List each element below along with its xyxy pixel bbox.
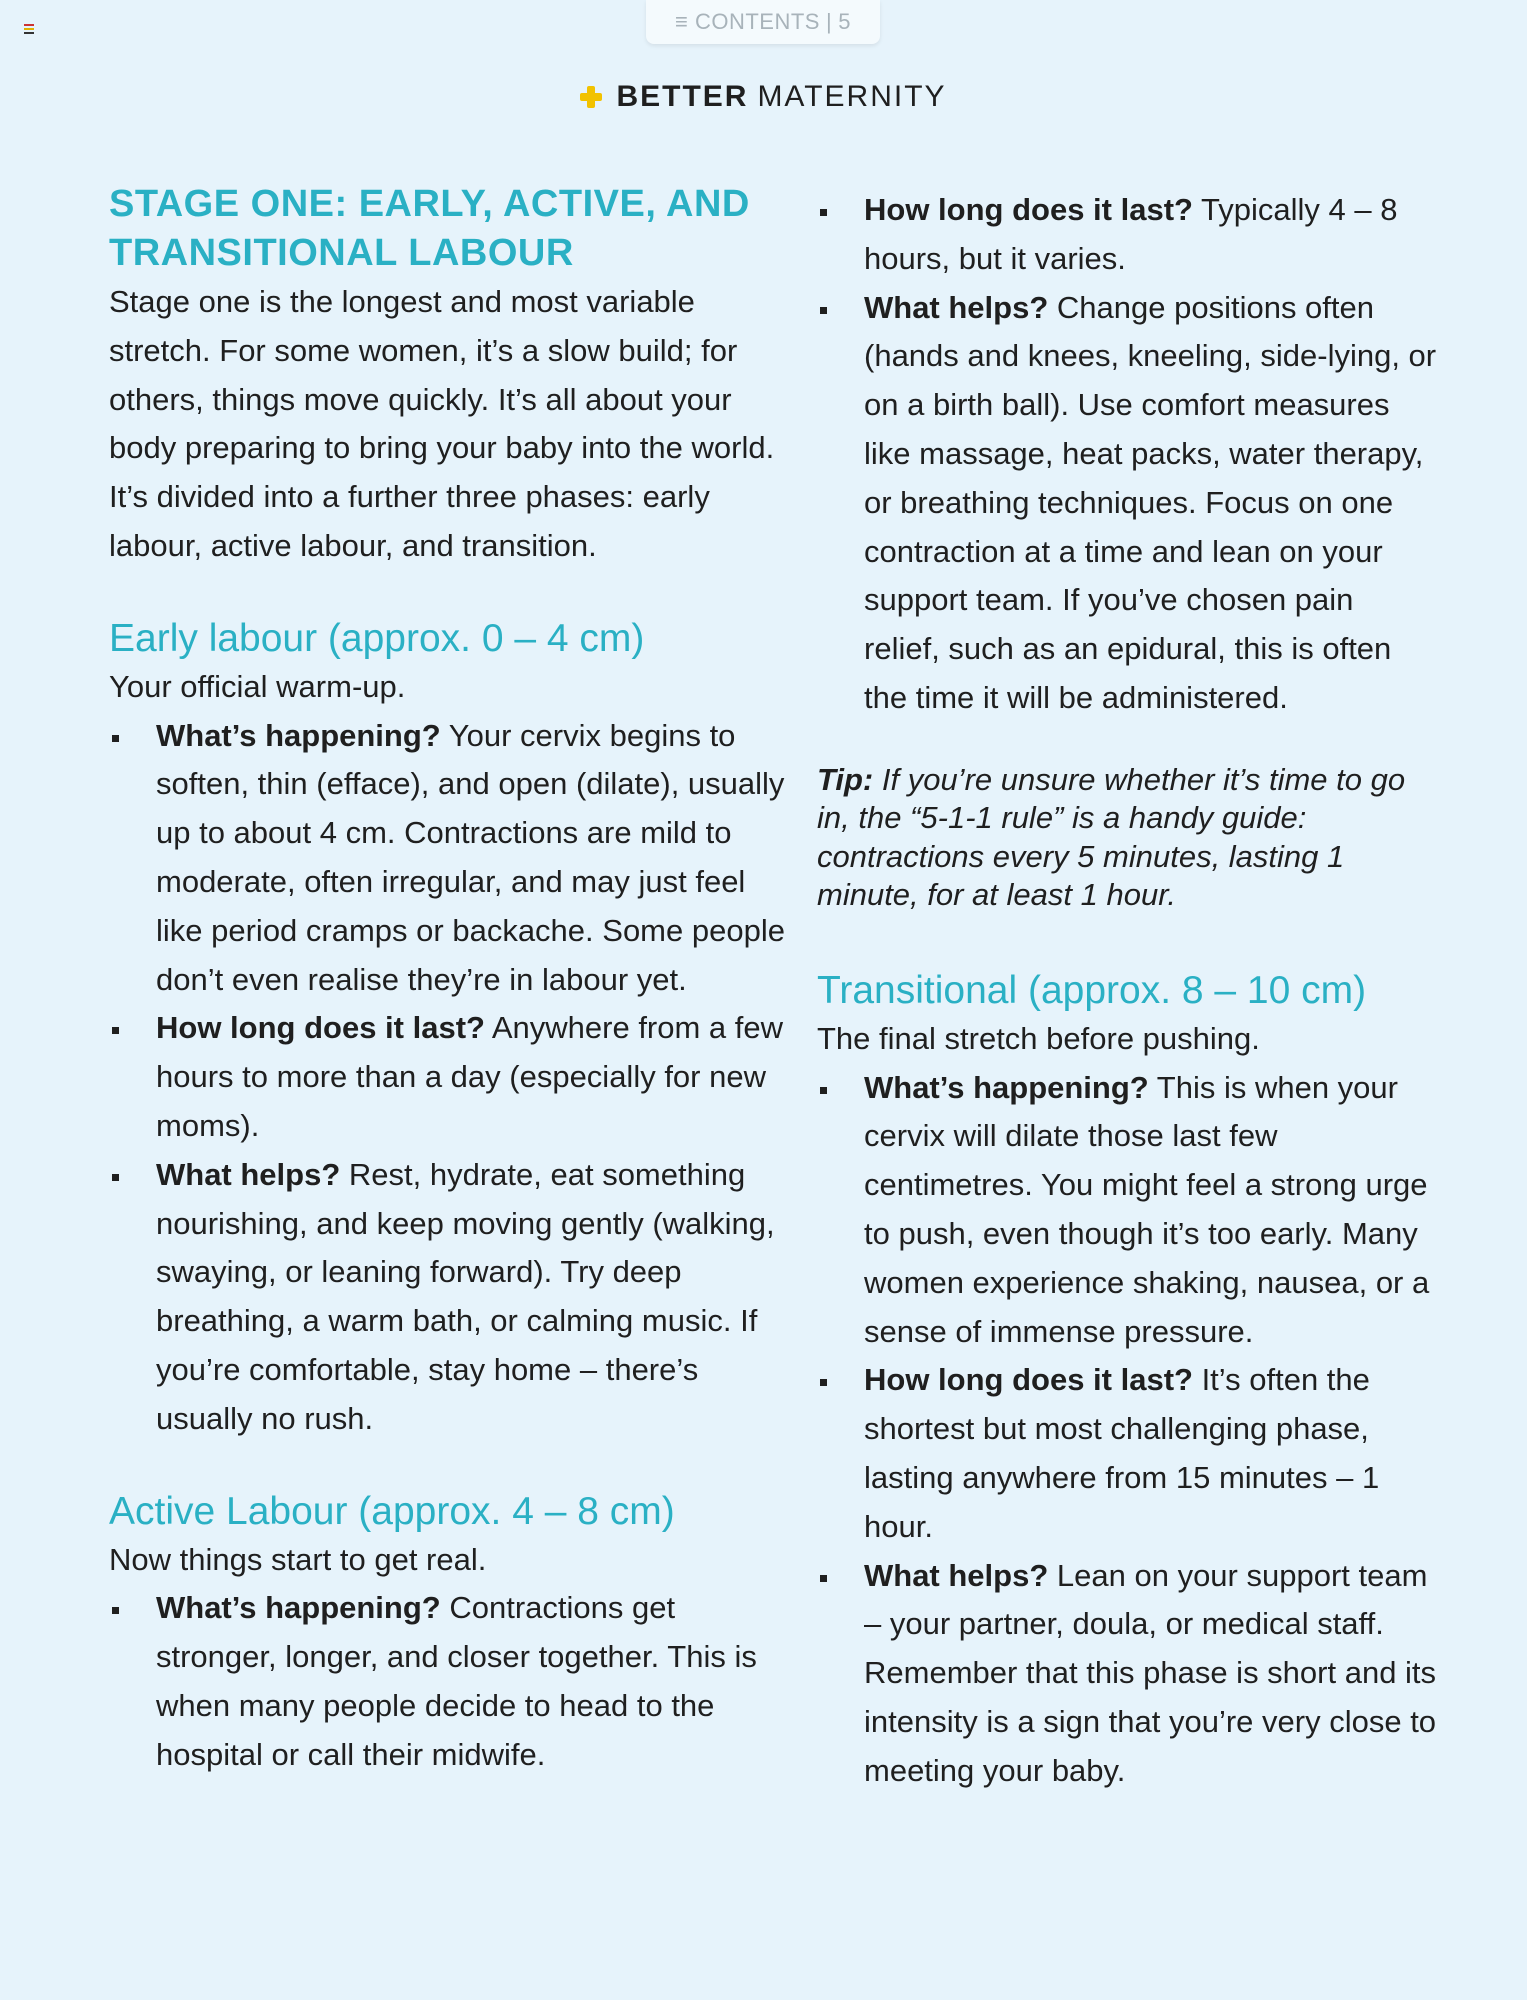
- stage-title-line1: STAGE ONE: EARLY, ACTIVE, AND: [109, 183, 750, 225]
- early-labour-heading: Early labour (approx. 0 – 4 cm): [109, 616, 645, 660]
- hamburger-icon: ≡: [675, 9, 695, 34]
- bullet-label: What’s happening?: [864, 1069, 1149, 1105]
- brand-regular: MATERNITY: [757, 80, 947, 113]
- active-labour-list-cont: [817, 186, 1437, 723]
- list-item: [109, 1004, 789, 1150]
- brand-bold: BETTER: [616, 80, 749, 113]
- early-labour-lead: Your official warm-up.: [109, 668, 406, 704]
- tip-label: Tip:: [817, 761, 874, 797]
- list-item: [817, 1356, 1437, 1551]
- list-item: [109, 712, 789, 1005]
- bullet-label: What helps?: [864, 289, 1049, 325]
- contents-tab[interactable]: [646, 0, 880, 44]
- bullet-text: It’s often the shortest but most challenging phase, lasting anywhere from 15 minutes – 1 hour.: [864, 1362, 1380, 1544]
- list-item: [109, 1584, 789, 1779]
- bullet-label: What’s happening?: [156, 1590, 441, 1626]
- contents-label: CONTENTS: [694, 9, 820, 34]
- intro-paragraph: Stage one is the longest and most variable stretch. For some women, it’s a slow build; for others, things move quickly. It’s all about your body preparing to bring your baby into the world. It’s divided into a further three phases: early labour, active labour, and transition.: [109, 284, 775, 563]
- active-labour-list: [109, 1584, 789, 1779]
- separator: |: [825, 9, 833, 34]
- bullet-label: What helps?: [864, 1557, 1049, 1593]
- brand-header: [0, 80, 1527, 114]
- early-labour-list: [109, 712, 789, 1444]
- transitional-lead: The final stretch before pushing.: [817, 1020, 1260, 1056]
- menu-icon[interactable]: [24, 24, 34, 36]
- bullet-label: What’s happening?: [156, 717, 441, 753]
- tip-callout: [817, 761, 1437, 915]
- page-number: 5: [838, 9, 851, 34]
- transitional-heading: Transitional (approx. 8 – 10 cm): [817, 968, 1367, 1012]
- bullet-text: This is when your cervix will dilate those last few centimetres. You might feel a strong urge to push, even though it’s too early. Many women experience shaking, nausea, or a sense of immense pressure.: [864, 1069, 1430, 1349]
- bullet-text: Your cervix begins to soften, thin (efface), and open (dilate), usually up to about 4 cm. Contractions are mild to moderate, often irregular, and may just feel like period cramps or backache. Some people don’t even realise they’re in labour yet.: [156, 717, 785, 997]
- list-item: [109, 1151, 789, 1444]
- list-item: [817, 284, 1437, 723]
- stage-title-line2: TRANSITIONAL LABOUR: [109, 232, 574, 274]
- bullet-label: How long does it last?: [156, 1010, 485, 1046]
- stage-title: [109, 180, 789, 278]
- bullet-text: Typically 4 – 8 hours, but it varies.: [864, 192, 1398, 276]
- list-item: [817, 1064, 1437, 1357]
- cross-logo-icon: [580, 86, 602, 108]
- bullet-text: Rest, hydrate, eat something nourishing, and keep moving gently (walking, swaying, or leaning forward). Try deep breathing, a warm bath, or calming music. If you’re comfortable, stay home – there’s usually no rush.: [156, 1156, 775, 1436]
- bullet-label: What helps?: [156, 1156, 341, 1192]
- active-labour-heading: Active Labour (approx. 4 – 8 cm): [109, 1489, 675, 1533]
- active-labour-lead: Now things start to get real.: [109, 1541, 487, 1577]
- bullet-text: Contractions get stronger, longer, and closer together. This is when many people decide to head to the hospital or call their midwife.: [156, 1590, 757, 1772]
- left-column: [109, 180, 789, 1780]
- bullet-text: Change positions often (hands and knees, kneeling, side-lying, or on a birth ball). Use comfort measures like massage, heat packs, water therapy, or breathing techniques. Focus on one contraction at a time and lean on your support team. If you’ve chosen pain relief, such as an epidural, this is often the time it will be administered.: [864, 289, 1437, 715]
- transitional-list: [817, 1064, 1437, 1796]
- bullet-label: How long does it last?: [864, 1362, 1193, 1398]
- bullet-text: Lean on your support team – your partner, doula, or medical staff. Remember that this phase is short and its intensity is a sign that you’re very close to meeting your baby.: [864, 1557, 1437, 1788]
- list-item: [817, 186, 1437, 284]
- bullet-text: Anywhere from a few hours to more than a day (especially for new moms).: [156, 1010, 784, 1143]
- bullet-label: How long does it last?: [864, 192, 1193, 227]
- right-column: [817, 180, 1437, 1796]
- list-item: [817, 1552, 1437, 1796]
- tip-text: If you’re unsure whether it’s time to go in, the “5-1-1 rule” is a handy guide: contractions every 5 minutes, lasting 1 minute, for at least 1 hour.: [817, 761, 1406, 913]
